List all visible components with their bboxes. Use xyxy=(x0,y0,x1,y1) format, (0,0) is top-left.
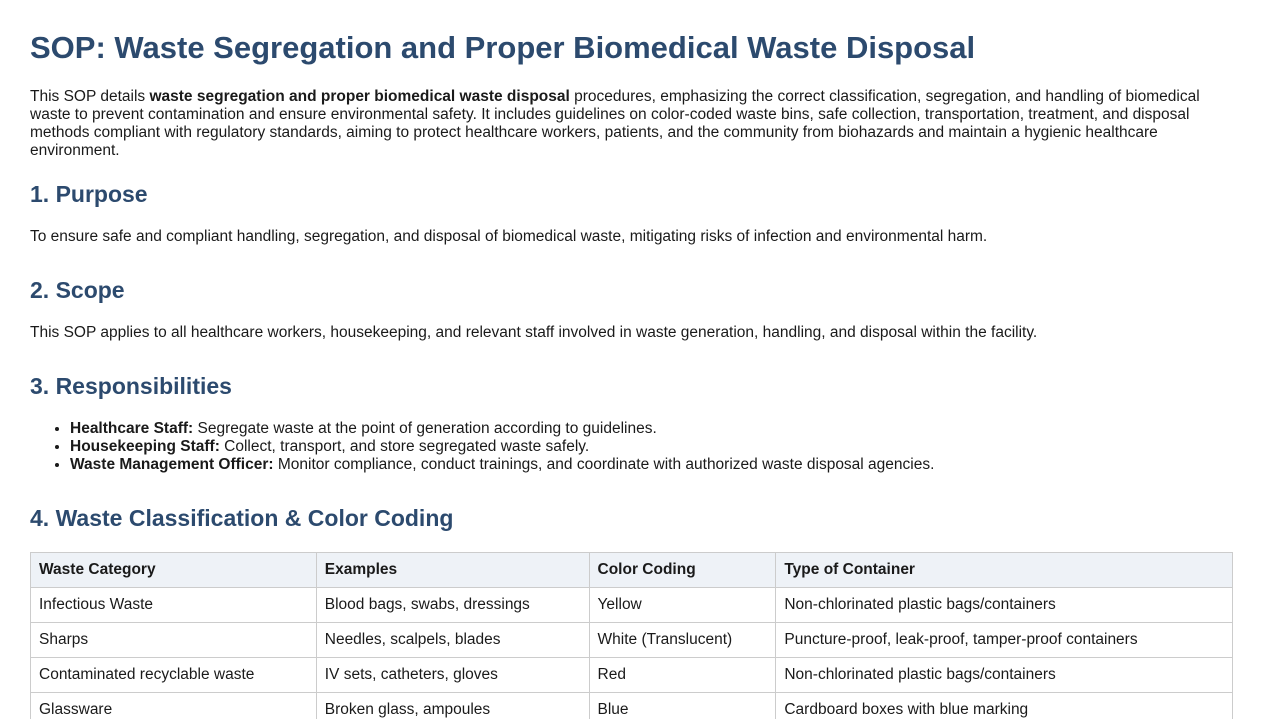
intro-paragraph xyxy=(30,88,1230,160)
table-row xyxy=(31,693,1233,719)
table-cell: Yellow xyxy=(589,588,776,623)
scope-text: This SOP applies to all healthcare workers, housekeeping, and relevant staff involved in waste generation, handling, and disposal within the facility. xyxy=(30,324,1038,341)
intro-text-bold: waste segregation and proper biomedical waste disposal xyxy=(149,88,570,105)
column-header: Type of Container xyxy=(776,553,1233,588)
table-cell: White (Translucent) xyxy=(589,623,776,658)
scope-heading: 2. Scope xyxy=(30,277,125,303)
responsibilities-heading: 3. Responsibilities xyxy=(30,373,232,399)
responsibilities-list xyxy=(30,420,934,474)
table-row xyxy=(31,623,1233,658)
table-header-row xyxy=(31,553,1233,588)
role-description: Collect, transport, and store segregated waste safely. xyxy=(219,438,590,455)
table-row xyxy=(31,588,1233,623)
list-item xyxy=(70,420,934,438)
table-cell: IV sets, catheters, gloves xyxy=(316,658,589,693)
column-header: Waste Category xyxy=(31,553,317,588)
table-cell: Cardboard boxes with blue marking xyxy=(776,693,1233,719)
table-cell: Red xyxy=(589,658,776,693)
table-row xyxy=(31,658,1233,693)
role-description: Segregate waste at the point of generation according to guidelines. xyxy=(193,420,657,437)
table-cell: Needles, scalpels, blades xyxy=(316,623,589,658)
table-cell: Infectious Waste xyxy=(31,588,317,623)
table-cell: Blue xyxy=(589,693,776,719)
intro-text-end: procedures, emphasizing the correct classification, segregation, and handling of biomedical waste to prevent contamination and ensure environmental safety. It includes guidelines on color-coded waste bins, safe collection, transportation, treatment, and disposal methods compliant with regulatory standards, aiming to protect healthcare workers, patients, and the community from biohazards and maintain a hygienic healthcare environment. xyxy=(30,88,1200,159)
waste-classification-table xyxy=(30,552,1233,719)
intro-text-start: This SOP details xyxy=(30,88,150,105)
role-label: Waste Management Officer: xyxy=(70,456,274,473)
list-item xyxy=(70,456,934,474)
role-label: Housekeeping Staff: xyxy=(70,438,220,455)
table-cell: Non-chlorinated plastic bags/containers xyxy=(776,658,1233,693)
role-description: Monitor compliance, conduct trainings, and coordinate with authorized waste disposal agencies. xyxy=(273,456,935,473)
table-cell: Broken glass, ampoules xyxy=(316,693,589,719)
column-header: Examples xyxy=(316,553,589,588)
table-cell: Sharps xyxy=(31,623,317,658)
page-title: SOP: Waste Segregation and Proper Biomedical Waste Disposal xyxy=(30,30,976,65)
table-cell: Puncture-proof, leak-proof, tamper-proof containers xyxy=(776,623,1233,658)
classification-heading: 4. Waste Classification & Color Coding xyxy=(30,505,454,531)
table-cell: Blood bags, swabs, dressings xyxy=(316,588,589,623)
table-cell: Contaminated recyclable waste xyxy=(31,658,317,693)
role-label: Healthcare Staff: xyxy=(70,420,194,437)
list-item xyxy=(70,438,934,456)
column-header: Color Coding xyxy=(589,553,776,588)
purpose-text: To ensure safe and compliant handling, segregation, and disposal of biomedical waste, mitigating risks of infection and environmental harm. xyxy=(30,228,988,245)
table-cell: Glassware xyxy=(31,693,317,719)
purpose-heading: 1. Purpose xyxy=(30,181,148,207)
table-cell: Non-chlorinated plastic bags/containers xyxy=(776,588,1233,623)
